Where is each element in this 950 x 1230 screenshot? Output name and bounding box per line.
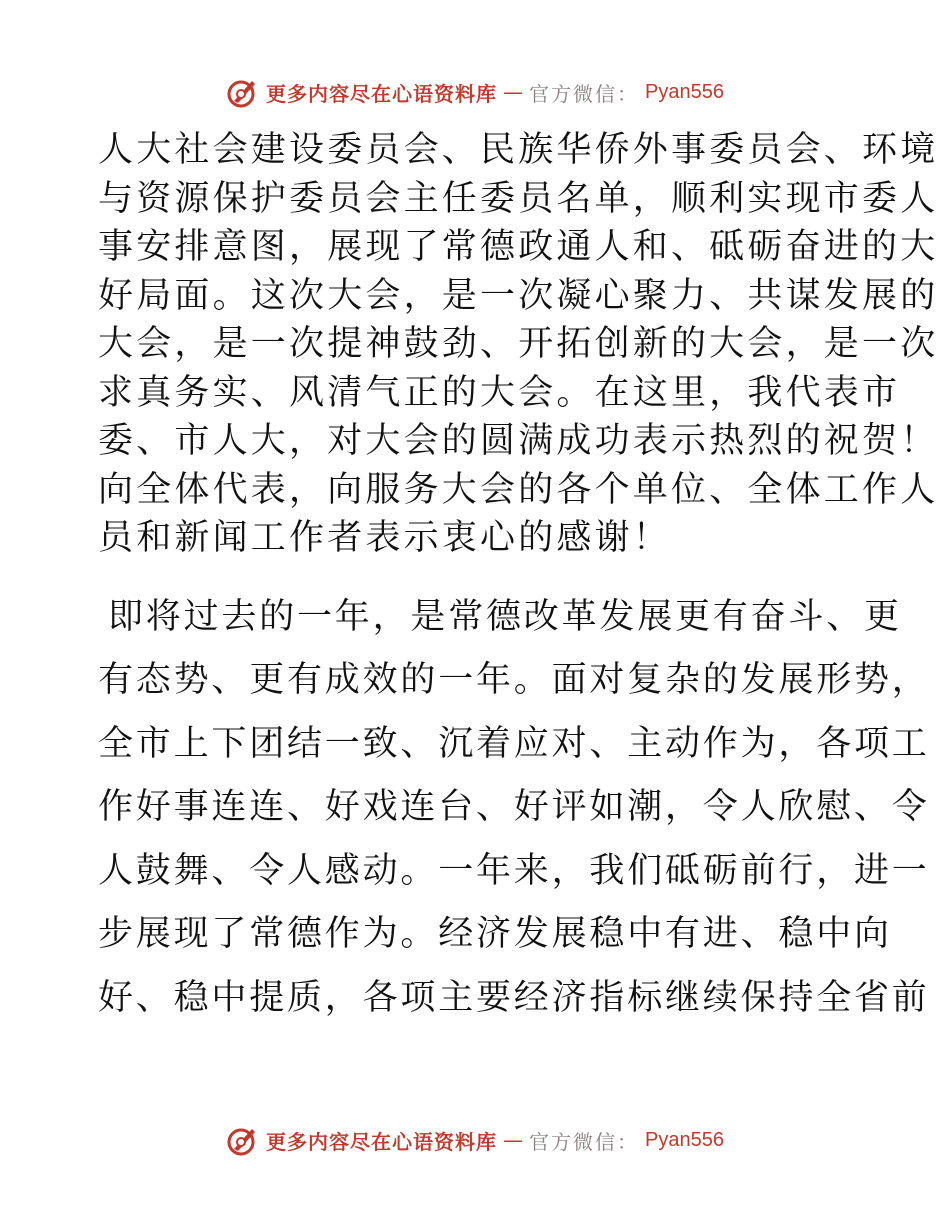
banner-wechat-id: Pyan556 bbox=[645, 1128, 724, 1151]
text-line: 向全体代表，向服务大会的各个单位、全体工作人 bbox=[98, 469, 939, 510]
text-line: 人鼓舞、令人感动。一年来，我们砥砺前行，进一 bbox=[98, 850, 930, 891]
banner-dash: — bbox=[503, 80, 524, 104]
text-line: 步展现了常德作为。经济发展稳中有进、稳中向 bbox=[98, 914, 892, 954]
text-line: 员和新闻工作者表示衷心的感谢！ bbox=[98, 518, 672, 558]
banner-wechat-label: 官方微信： bbox=[529, 81, 640, 106]
banner-wechat-id: Pyan556 bbox=[645, 80, 724, 103]
text-line: 好、稳中提质，各项主要经济指标继续保持全省前 bbox=[98, 977, 930, 1018]
text-line: 有态势、更有成效的一年。面对复杂的发展形势， bbox=[98, 660, 930, 700]
text-line: 事安排意图，展现了常德政通人和、砥砺奋进的大 bbox=[98, 227, 939, 267]
document-body bbox=[98, 126, 939, 1030]
text-line: 委、市人大，对大会的圆满成功表示热烈的祝贺！ bbox=[98, 421, 939, 461]
text-line: 大会，是一次提神鼓劲、开拓创新的大会，是一次 bbox=[98, 324, 939, 364]
banner-main-text: 更多内容尽在心语资料库 bbox=[266, 81, 498, 106]
banner-main-text: 更多内容尽在心语资料库 bbox=[266, 1129, 498, 1154]
paragraph-1 bbox=[98, 126, 939, 563]
text-line: 与资源保护委员会主任委员名单，顺利实现市委人 bbox=[98, 178, 939, 219]
text-line: 全市上下团结一致、沉着应对、主动作为，各项工 bbox=[98, 723, 930, 764]
footer-banner bbox=[0, 1120, 950, 1160]
banner-dash: — bbox=[503, 1128, 524, 1152]
banner-wechat-label: 官方微信： bbox=[529, 1129, 640, 1154]
text-line: 好局面。这次大会，是一次凝心聚力、共谋发展的 bbox=[98, 275, 939, 316]
text-line: 求真务实、风清气正的大会。在这里，我代表市 bbox=[98, 372, 901, 413]
text-line: 即将过去的一年，是常德改革发展更有奋斗、更 bbox=[108, 596, 902, 637]
text-line: 作好事连连、好戏连台、好评如潮，令人欣慰、令 bbox=[98, 787, 930, 827]
paragraph-2 bbox=[98, 586, 930, 1031]
text-line: 人大社会建设委员会、民族华侨外事委员会、环境 bbox=[98, 130, 939, 170]
header-banner bbox=[0, 72, 950, 112]
quill-logo-icon bbox=[226, 1123, 260, 1157]
quill-logo-icon bbox=[226, 75, 260, 109]
